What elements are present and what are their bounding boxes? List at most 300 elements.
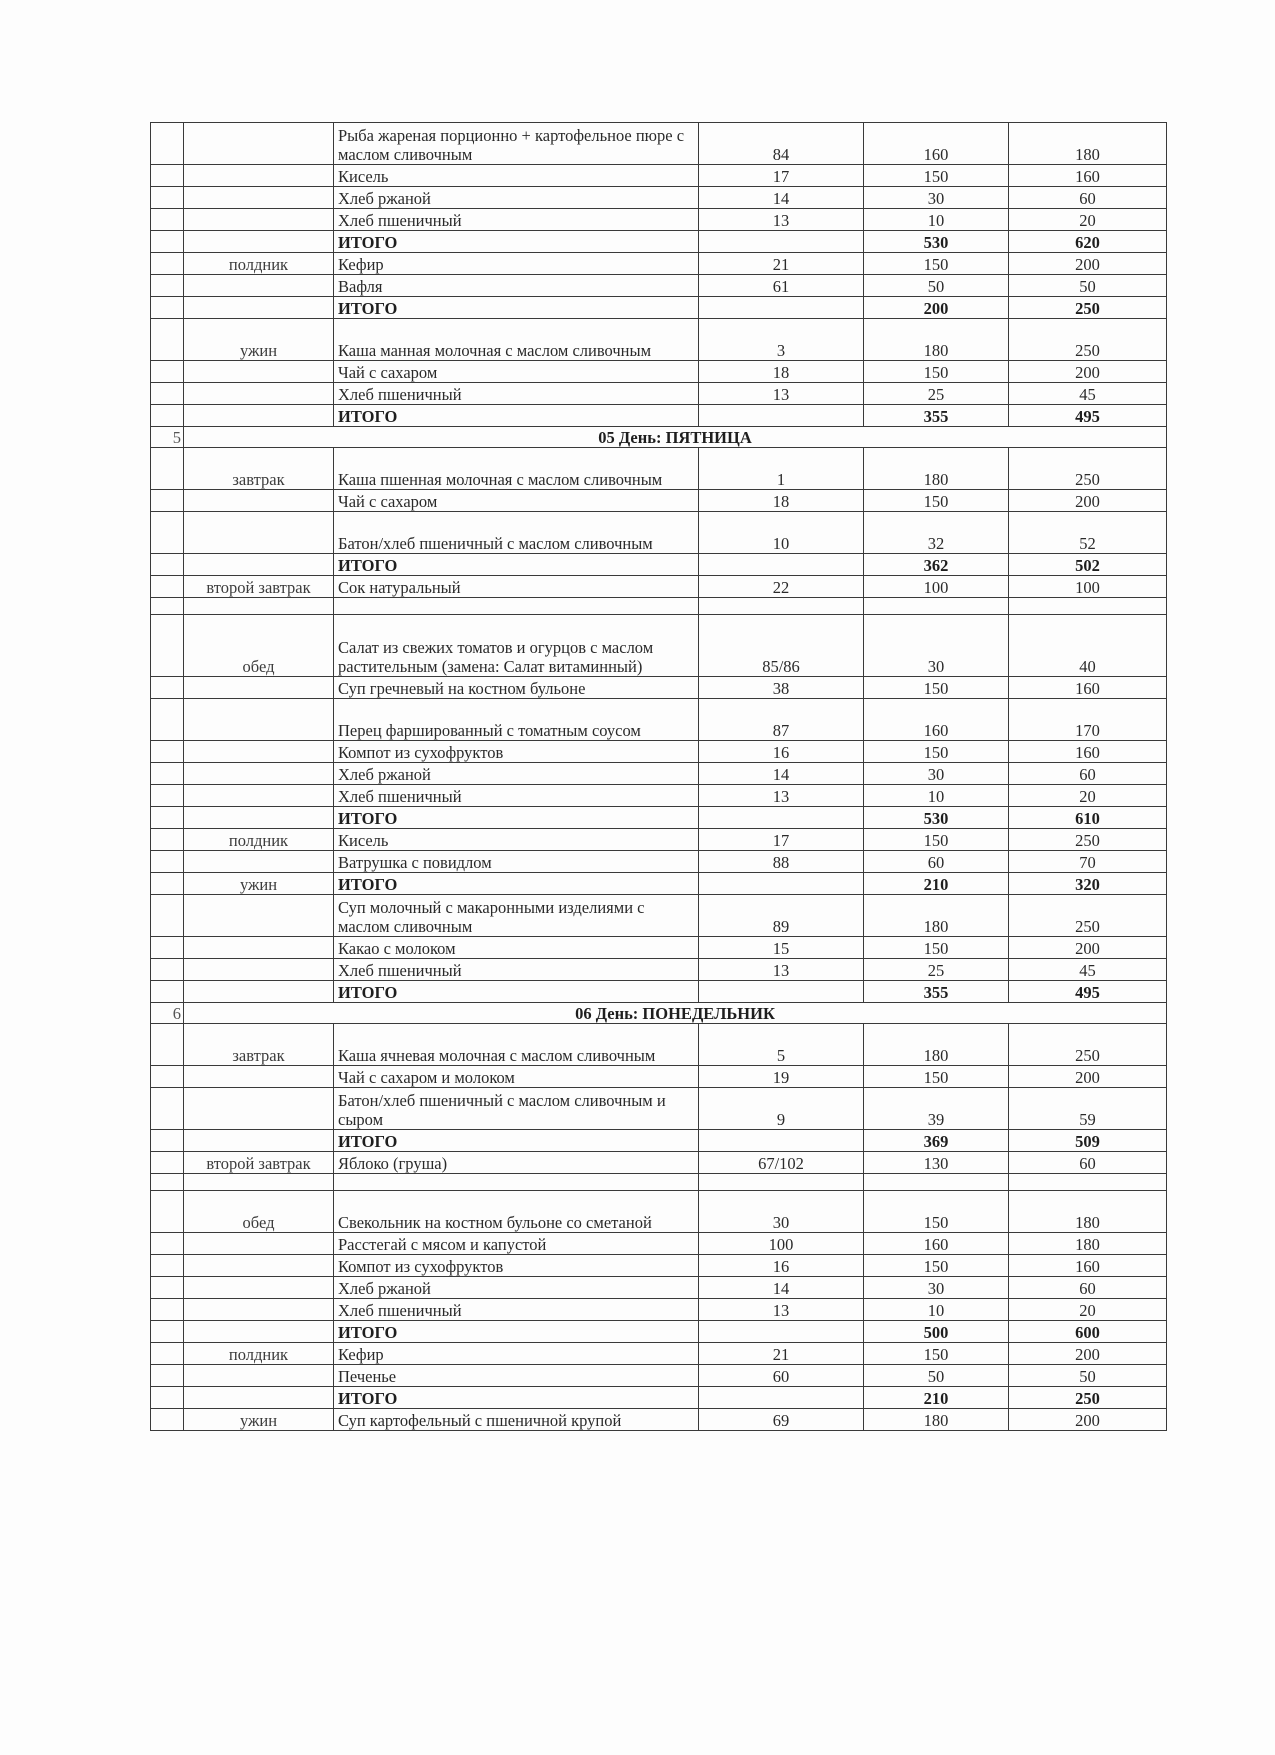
portion-weight-large: 200 bbox=[1009, 1343, 1167, 1365]
meal-name bbox=[184, 361, 334, 383]
portion-weight-small: 150 bbox=[864, 253, 1009, 275]
recipe-number: 5 bbox=[699, 1024, 864, 1066]
day-column-cell bbox=[151, 785, 184, 807]
portion-weight-large: 60 bbox=[1009, 1152, 1167, 1174]
portion-weight-large: 200 bbox=[1009, 490, 1167, 512]
total-row bbox=[151, 873, 1167, 895]
meal-name bbox=[184, 741, 334, 763]
meal-name: второй завтрак bbox=[184, 1152, 334, 1174]
day-column-cell bbox=[151, 231, 184, 253]
recipe-number: 60 bbox=[699, 1365, 864, 1387]
recipe-number: 14 bbox=[699, 1277, 864, 1299]
portion-weight-small: 355 bbox=[864, 981, 1009, 1003]
meal-name bbox=[184, 785, 334, 807]
meal-name bbox=[184, 383, 334, 405]
portion-weight-small: 25 bbox=[864, 959, 1009, 981]
portion-weight-large: 45 bbox=[1009, 959, 1167, 981]
menu-row bbox=[151, 895, 1167, 937]
dish-name: Чай с сахаром bbox=[334, 361, 699, 383]
portion-weight-small: 100 bbox=[864, 576, 1009, 598]
menu-row bbox=[151, 851, 1167, 873]
portion-weight-large: 160 bbox=[1009, 1255, 1167, 1277]
portion-weight-large: 170 bbox=[1009, 699, 1167, 741]
day-column-cell bbox=[151, 1130, 184, 1152]
portion-weight-large: 250 bbox=[1009, 319, 1167, 361]
recipe-number bbox=[699, 1387, 864, 1409]
portion-weight-small: 180 bbox=[864, 1409, 1009, 1431]
meal-name bbox=[184, 1088, 334, 1130]
day-column-cell bbox=[151, 253, 184, 275]
day-title: 06 День: ПОНЕДЕЛЬНИК bbox=[184, 1003, 1167, 1024]
meal-name: ужин bbox=[184, 319, 334, 361]
recipe-number bbox=[699, 981, 864, 1003]
portion-weight-small: 30 bbox=[864, 187, 1009, 209]
day-column-cell bbox=[151, 851, 184, 873]
portion-weight-large: 160 bbox=[1009, 741, 1167, 763]
portion-weight-large: 60 bbox=[1009, 763, 1167, 785]
dish-name: Хлеб ржаной bbox=[334, 763, 699, 785]
portion-weight-small: 150 bbox=[864, 1191, 1009, 1233]
total-row bbox=[151, 981, 1167, 1003]
portion-weight-large: 200 bbox=[1009, 1409, 1167, 1431]
day-column-cell bbox=[151, 490, 184, 512]
portion-weight-large: 180 bbox=[1009, 123, 1167, 165]
dish-name: Хлеб ржаной bbox=[334, 1277, 699, 1299]
portion-weight-large: 250 bbox=[1009, 1024, 1167, 1066]
portion-weight-large: 200 bbox=[1009, 937, 1167, 959]
total-row bbox=[151, 554, 1167, 576]
portion-weight-small: 150 bbox=[864, 937, 1009, 959]
menu-row bbox=[151, 1365, 1167, 1387]
day-column-cell bbox=[151, 807, 184, 829]
menu-row bbox=[151, 448, 1167, 490]
menu-row bbox=[151, 275, 1167, 297]
portion-weight-large: 250 bbox=[1009, 1387, 1167, 1409]
portion-weight-large: 60 bbox=[1009, 187, 1167, 209]
portion-weight-large: 100 bbox=[1009, 576, 1167, 598]
recipe-number: 21 bbox=[699, 253, 864, 275]
meal-name bbox=[184, 763, 334, 785]
portion-weight-small: 60 bbox=[864, 851, 1009, 873]
portion-weight-small: 150 bbox=[864, 165, 1009, 187]
total-row bbox=[151, 405, 1167, 427]
dish-name: Чай с сахаром и молоком bbox=[334, 1066, 699, 1088]
day-column-cell bbox=[151, 123, 184, 165]
menu-row bbox=[151, 319, 1167, 361]
meal-name bbox=[184, 187, 334, 209]
day-column-cell bbox=[151, 275, 184, 297]
recipe-number: 61 bbox=[699, 275, 864, 297]
menu-row bbox=[151, 512, 1167, 554]
recipe-number: 87 bbox=[699, 699, 864, 741]
menu-row bbox=[151, 741, 1167, 763]
dish-name: Кефир bbox=[334, 1343, 699, 1365]
meal-name bbox=[184, 981, 334, 1003]
recipe-number: 22 bbox=[699, 576, 864, 598]
recipe-number: 9 bbox=[699, 1088, 864, 1130]
recipe-number bbox=[699, 807, 864, 829]
recipe-number: 21 bbox=[699, 1343, 864, 1365]
recipe-number: 13 bbox=[699, 383, 864, 405]
spacer-row bbox=[151, 598, 1167, 615]
meal-name bbox=[184, 1321, 334, 1343]
total-label: ИТОГО bbox=[334, 873, 699, 895]
recipe-number bbox=[699, 1130, 864, 1152]
total-label: ИТОГО bbox=[334, 1130, 699, 1152]
menu-row bbox=[151, 699, 1167, 741]
day-column-cell bbox=[151, 1088, 184, 1130]
portion-weight-large: 180 bbox=[1009, 1191, 1167, 1233]
portion-weight-small: 210 bbox=[864, 873, 1009, 895]
day-column-cell bbox=[151, 1387, 184, 1409]
menu-row bbox=[151, 1277, 1167, 1299]
portion-weight-large: 250 bbox=[1009, 297, 1167, 319]
day-column-cell bbox=[151, 1321, 184, 1343]
portion-weight-large: 160 bbox=[1009, 165, 1167, 187]
portion-weight-large: 610 bbox=[1009, 807, 1167, 829]
portion-weight-large: 59 bbox=[1009, 1088, 1167, 1130]
spacer-row bbox=[151, 1174, 1167, 1191]
menu-row bbox=[151, 576, 1167, 598]
day-column-cell bbox=[151, 829, 184, 851]
menu-row bbox=[151, 1024, 1167, 1066]
day-column-cell bbox=[151, 576, 184, 598]
menu-row bbox=[151, 615, 1167, 677]
menu-row bbox=[151, 165, 1167, 187]
meal-name: второй завтрак bbox=[184, 576, 334, 598]
empty-cell bbox=[1009, 598, 1167, 615]
portion-weight-large: 502 bbox=[1009, 554, 1167, 576]
recipe-number: 17 bbox=[699, 829, 864, 851]
recipe-number: 13 bbox=[699, 1299, 864, 1321]
portion-weight-large: 50 bbox=[1009, 1365, 1167, 1387]
portion-weight-small: 500 bbox=[864, 1321, 1009, 1343]
portion-weight-small: 530 bbox=[864, 231, 1009, 253]
meal-name bbox=[184, 297, 334, 319]
portion-weight-large: 620 bbox=[1009, 231, 1167, 253]
dish-name: Ватрушка с повидлом bbox=[334, 851, 699, 873]
empty-cell bbox=[184, 1174, 334, 1191]
meal-name bbox=[184, 1299, 334, 1321]
total-label: ИТОГО bbox=[334, 1387, 699, 1409]
menu-row bbox=[151, 187, 1167, 209]
recipe-number: 100 bbox=[699, 1233, 864, 1255]
day-column-cell bbox=[151, 1191, 184, 1233]
portion-weight-large: 509 bbox=[1009, 1130, 1167, 1152]
portion-weight-small: 150 bbox=[864, 361, 1009, 383]
meal-name bbox=[184, 937, 334, 959]
day-column-cell bbox=[151, 297, 184, 319]
dish-name: Сок натуральный bbox=[334, 576, 699, 598]
dish-name: Вафля bbox=[334, 275, 699, 297]
portion-weight-small: 130 bbox=[864, 1152, 1009, 1174]
portion-weight-large: 20 bbox=[1009, 209, 1167, 231]
total-row bbox=[151, 231, 1167, 253]
portion-weight-large: 320 bbox=[1009, 873, 1167, 895]
menu-row bbox=[151, 677, 1167, 699]
day-column-cell bbox=[151, 1409, 184, 1431]
recipe-number: 18 bbox=[699, 361, 864, 383]
recipe-number: 69 bbox=[699, 1409, 864, 1431]
menu-row bbox=[151, 1152, 1167, 1174]
day-column-cell bbox=[151, 405, 184, 427]
dish-name: Суп картофельный с пшеничной крупой bbox=[334, 1409, 699, 1431]
meal-name: полдник bbox=[184, 253, 334, 275]
recipe-number bbox=[699, 231, 864, 253]
recipe-number: 15 bbox=[699, 937, 864, 959]
total-label: ИТОГО bbox=[334, 981, 699, 1003]
recipe-number: 13 bbox=[699, 785, 864, 807]
meal-name bbox=[184, 165, 334, 187]
day-column-cell bbox=[151, 615, 184, 677]
menu-row bbox=[151, 383, 1167, 405]
dish-name: Суп гречневый на костном бульоне bbox=[334, 677, 699, 699]
day-column-cell bbox=[151, 361, 184, 383]
portion-weight-small: 210 bbox=[864, 1387, 1009, 1409]
meal-name bbox=[184, 123, 334, 165]
dish-name: Каша пшенная молочная с маслом сливочным bbox=[334, 448, 699, 490]
portion-weight-large: 50 bbox=[1009, 275, 1167, 297]
portion-weight-small: 50 bbox=[864, 1365, 1009, 1387]
dish-name: Батон/хлеб пшеничный с маслом сливочным и сыром bbox=[334, 1088, 699, 1130]
menu-row bbox=[151, 1191, 1167, 1233]
day-column-cell bbox=[151, 1233, 184, 1255]
portion-weight-small: 369 bbox=[864, 1130, 1009, 1152]
recipe-number: 19 bbox=[699, 1066, 864, 1088]
meal-name bbox=[184, 699, 334, 741]
portion-weight-small: 50 bbox=[864, 275, 1009, 297]
portion-weight-small: 10 bbox=[864, 209, 1009, 231]
dish-name: Кисель bbox=[334, 829, 699, 851]
day-column-cell bbox=[151, 699, 184, 741]
portion-weight-small: 150 bbox=[864, 1066, 1009, 1088]
meal-name: завтрак bbox=[184, 448, 334, 490]
portion-weight-small: 150 bbox=[864, 1255, 1009, 1277]
recipe-number: 67/102 bbox=[699, 1152, 864, 1174]
recipe-number bbox=[699, 297, 864, 319]
meal-name bbox=[184, 1387, 334, 1409]
portion-weight-large: 45 bbox=[1009, 383, 1167, 405]
menu-row bbox=[151, 937, 1167, 959]
day-column-cell bbox=[151, 1024, 184, 1066]
menu-table-body bbox=[151, 123, 1167, 1431]
recipe-number: 88 bbox=[699, 851, 864, 873]
portion-weight-small: 180 bbox=[864, 448, 1009, 490]
recipe-number bbox=[699, 405, 864, 427]
portion-weight-large: 250 bbox=[1009, 895, 1167, 937]
meal-name bbox=[184, 1365, 334, 1387]
portion-weight-small: 25 bbox=[864, 383, 1009, 405]
meal-name bbox=[184, 1255, 334, 1277]
total-label: ИТОГО bbox=[334, 1321, 699, 1343]
portion-weight-large: 20 bbox=[1009, 785, 1167, 807]
menu-row bbox=[151, 1299, 1167, 1321]
dish-name: Батон/хлеб пшеничный с маслом сливочным bbox=[334, 512, 699, 554]
meal-name bbox=[184, 895, 334, 937]
meal-name bbox=[184, 490, 334, 512]
portion-weight-large: 495 bbox=[1009, 981, 1167, 1003]
meal-name bbox=[184, 677, 334, 699]
dish-name: Салат из свежих томатов и огурцов с маслом растительным (замена: Салат витаминный) bbox=[334, 615, 699, 677]
portion-weight-large: 180 bbox=[1009, 1233, 1167, 1255]
menu-row bbox=[151, 361, 1167, 383]
menu-row bbox=[151, 1233, 1167, 1255]
dish-name: Свекольник на костном бульоне со сметаной bbox=[334, 1191, 699, 1233]
menu-row bbox=[151, 959, 1167, 981]
day-column-cell bbox=[151, 1066, 184, 1088]
day-column-cell bbox=[151, 512, 184, 554]
total-row bbox=[151, 1321, 1167, 1343]
day-column-cell bbox=[151, 165, 184, 187]
recipe-number: 14 bbox=[699, 187, 864, 209]
menu-row bbox=[151, 490, 1167, 512]
meal-name bbox=[184, 231, 334, 253]
meal-name: ужин bbox=[184, 1409, 334, 1431]
portion-weight-large: 250 bbox=[1009, 829, 1167, 851]
portion-weight-small: 160 bbox=[864, 699, 1009, 741]
empty-cell bbox=[151, 598, 184, 615]
dish-name: Расстегай с мясом и капустой bbox=[334, 1233, 699, 1255]
menu-row bbox=[151, 1088, 1167, 1130]
recipe-number: 84 bbox=[699, 123, 864, 165]
dish-name: Яблоко (груша) bbox=[334, 1152, 699, 1174]
menu-row bbox=[151, 829, 1167, 851]
dish-name: Перец фаршированный с томатным соусом bbox=[334, 699, 699, 741]
day-column-cell bbox=[151, 1255, 184, 1277]
portion-weight-large: 200 bbox=[1009, 1066, 1167, 1088]
recipe-number: 30 bbox=[699, 1191, 864, 1233]
portion-weight-large: 70 bbox=[1009, 851, 1167, 873]
day-column-cell bbox=[151, 187, 184, 209]
portion-weight-small: 10 bbox=[864, 1299, 1009, 1321]
recipe-number: 3 bbox=[699, 319, 864, 361]
day-column-cell bbox=[151, 741, 184, 763]
meal-name bbox=[184, 1277, 334, 1299]
day-number: 5 bbox=[151, 427, 184, 448]
meal-name bbox=[184, 554, 334, 576]
day-column-cell bbox=[151, 981, 184, 1003]
recipe-number bbox=[699, 1321, 864, 1343]
day-column-cell bbox=[151, 319, 184, 361]
meal-name bbox=[184, 851, 334, 873]
day-column-cell bbox=[151, 1365, 184, 1387]
recipe-number: 18 bbox=[699, 490, 864, 512]
day-column-cell bbox=[151, 383, 184, 405]
menu-row bbox=[151, 123, 1167, 165]
portion-weight-small: 39 bbox=[864, 1088, 1009, 1130]
dish-name: Кисель bbox=[334, 165, 699, 187]
day-column-cell bbox=[151, 677, 184, 699]
recipe-number: 13 bbox=[699, 209, 864, 231]
dish-name: Компот из сухофруктов bbox=[334, 741, 699, 763]
meal-name bbox=[184, 1130, 334, 1152]
day-column-cell bbox=[151, 895, 184, 937]
portion-weight-small: 30 bbox=[864, 763, 1009, 785]
portion-weight-small: 180 bbox=[864, 319, 1009, 361]
empty-cell bbox=[699, 598, 864, 615]
day-column-cell bbox=[151, 1277, 184, 1299]
portion-weight-large: 200 bbox=[1009, 361, 1167, 383]
meal-name bbox=[184, 512, 334, 554]
total-row bbox=[151, 297, 1167, 319]
meal-name: обед bbox=[184, 615, 334, 677]
portion-weight-small: 530 bbox=[864, 807, 1009, 829]
day-column-cell bbox=[151, 1299, 184, 1321]
total-row bbox=[151, 1387, 1167, 1409]
day-title: 05 День: ПЯТНИЦА bbox=[184, 427, 1167, 448]
portion-weight-large: 600 bbox=[1009, 1321, 1167, 1343]
portion-weight-small: 30 bbox=[864, 1277, 1009, 1299]
menu-row bbox=[151, 1255, 1167, 1277]
day-header-row bbox=[151, 1003, 1167, 1024]
recipe-number: 14 bbox=[699, 763, 864, 785]
portion-weight-large: 20 bbox=[1009, 1299, 1167, 1321]
portion-weight-large: 160 bbox=[1009, 677, 1167, 699]
day-column-cell bbox=[151, 209, 184, 231]
empty-cell bbox=[699, 1174, 864, 1191]
recipe-number: 10 bbox=[699, 512, 864, 554]
menu-row bbox=[151, 1409, 1167, 1431]
empty-cell bbox=[151, 1174, 184, 1191]
menu-row bbox=[151, 1066, 1167, 1088]
empty-cell bbox=[334, 598, 699, 615]
dish-name: Хлеб пшеничный bbox=[334, 959, 699, 981]
dish-name: Хлеб пшеничный bbox=[334, 209, 699, 231]
day-column-cell bbox=[151, 1152, 184, 1174]
dish-name: Кефир bbox=[334, 253, 699, 275]
portion-weight-small: 150 bbox=[864, 1343, 1009, 1365]
meal-name bbox=[184, 209, 334, 231]
dish-name: Каша ячневая молочная с маслом сливочным bbox=[334, 1024, 699, 1066]
day-header-row bbox=[151, 427, 1167, 448]
dish-name: Хлеб ржаной bbox=[334, 187, 699, 209]
portion-weight-small: 362 bbox=[864, 554, 1009, 576]
portion-weight-large: 250 bbox=[1009, 448, 1167, 490]
portion-weight-large: 200 bbox=[1009, 253, 1167, 275]
recipe-number: 16 bbox=[699, 1255, 864, 1277]
menu-row bbox=[151, 785, 1167, 807]
total-label: ИТОГО bbox=[334, 405, 699, 427]
portion-weight-small: 180 bbox=[864, 1024, 1009, 1066]
day-column-cell bbox=[151, 937, 184, 959]
portion-weight-large: 495 bbox=[1009, 405, 1167, 427]
meal-name: полдник bbox=[184, 1343, 334, 1365]
day-column-cell bbox=[151, 873, 184, 895]
meal-name bbox=[184, 275, 334, 297]
day-column-cell bbox=[151, 1343, 184, 1365]
menu-row bbox=[151, 1343, 1167, 1365]
meal-name: полдник bbox=[184, 829, 334, 851]
meal-name bbox=[184, 1233, 334, 1255]
portion-weight-small: 200 bbox=[864, 297, 1009, 319]
portion-weight-small: 150 bbox=[864, 677, 1009, 699]
dish-name: Чай с сахаром bbox=[334, 490, 699, 512]
total-label: ИТОГО bbox=[334, 231, 699, 253]
recipe-number bbox=[699, 554, 864, 576]
recipe-number: 1 bbox=[699, 448, 864, 490]
day-column-cell bbox=[151, 763, 184, 785]
day-column-cell bbox=[151, 448, 184, 490]
total-label: ИТОГО bbox=[334, 297, 699, 319]
dish-name: Рыба жареная порционно + картофельное пюре с маслом сливочным bbox=[334, 123, 699, 165]
dish-name: Каша манная молочная с маслом сливочным bbox=[334, 319, 699, 361]
total-label: ИТОГО bbox=[334, 554, 699, 576]
dish-name: Суп молочный с макаронными изделиями с маслом сливочным bbox=[334, 895, 699, 937]
meal-name bbox=[184, 1066, 334, 1088]
day-column-cell bbox=[151, 959, 184, 981]
recipe-number: 38 bbox=[699, 677, 864, 699]
dish-name: Какао с молоком bbox=[334, 937, 699, 959]
